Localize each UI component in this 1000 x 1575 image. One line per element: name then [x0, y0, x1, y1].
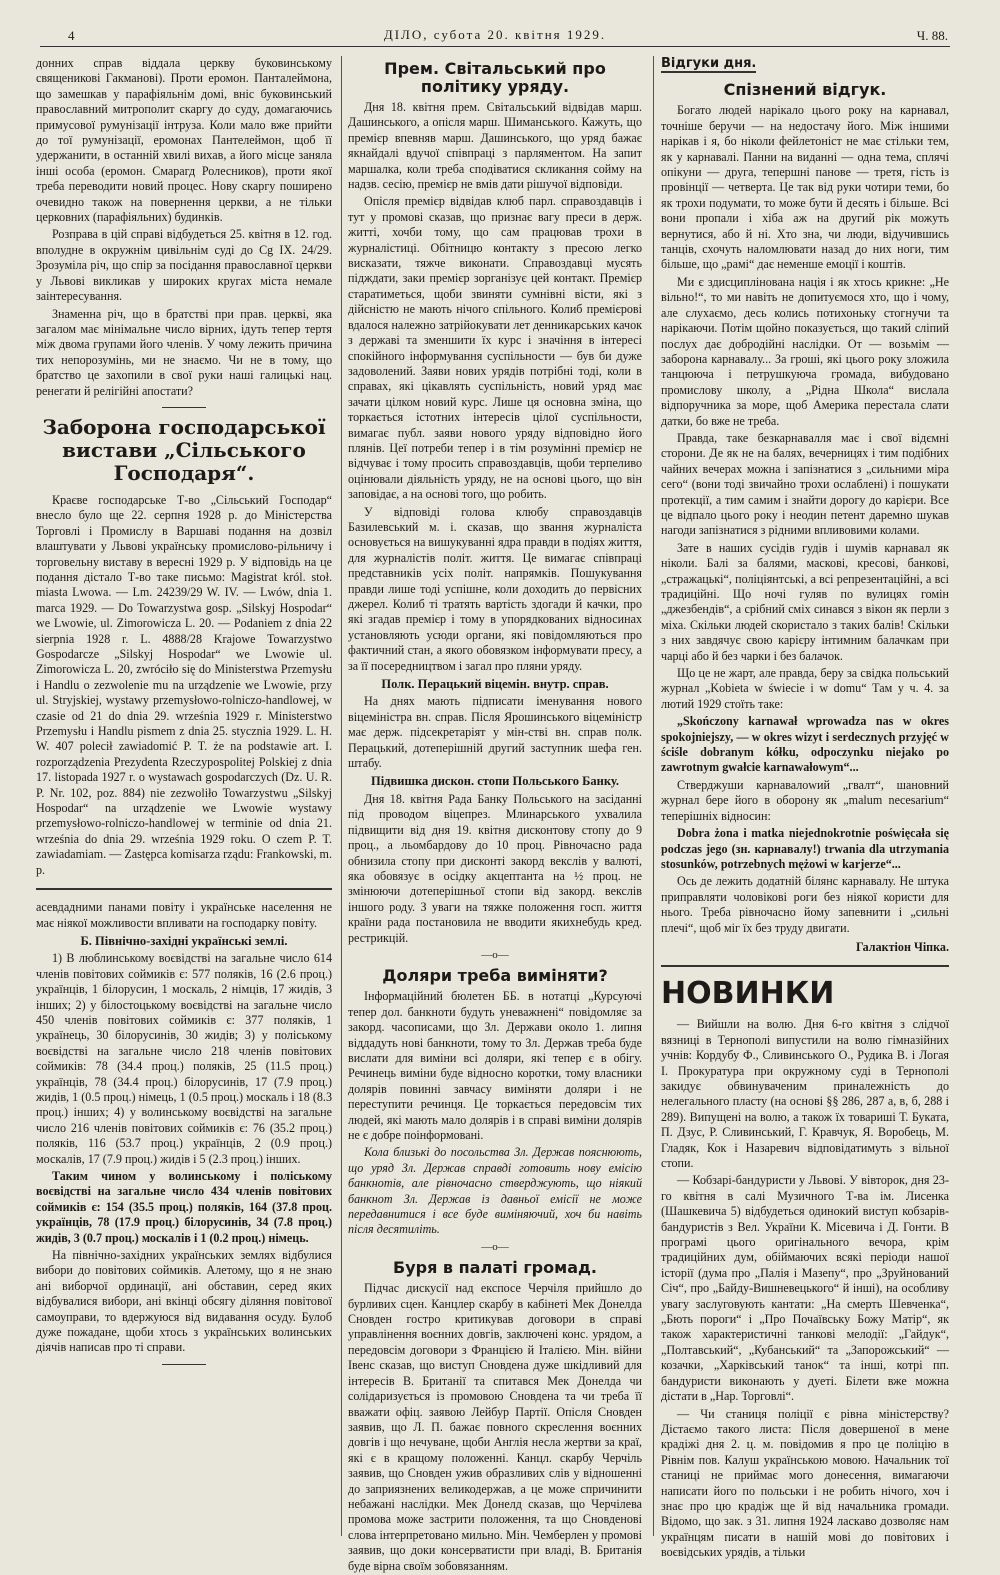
paragraph: Краєве господарське Т-во „Сільський Господар“ внесло було ще 22. серпня 1928 р. до Міністерства Торговлі і Промислу в Варшаві подання на дозвіл влаштувати у Львові українську промислово-рільничу і торговельну виставу в вересні 1929 р. У відповідь на це подання дістало Т-во таке письмо: Magistrat król. stoł. miasta Lwowa. — Lm. 24239/29 W. IV. — Lwów, dnia 1. marca 1929. — Do Towarzystwa gosp. „Silskyj Hospodar“ we Lwowie, ul. Zimorowicza L. 20. — Podaniem z dnia 22 sierpnia 1928 r. L. 4888/28 Krajowe Towarzystwo Gospodarcze „Silskyj Hospodar“ we Lwowie ul. Zimorowicza L. 20, zwróciło się do Ministerstwa Przemysłu i Handlu o zezwolenie mu na urządzenie we Lwowie, przy ul. Stryjskiej, wystawy przemysłowo-rolniczo-handlowej, w czasie od 21 do dnia 29. września 1929 r. Ministerstwo Przemysłu i Handlu pismem z dnia 25. stycznia 1929. L. H. W. 407 polecił zawiadomić P. T. że na podstawie art. I. rozporządzenia Prezydenta Rzeczypospolitej Polskiej z dnia 17. listopada 1927 r. o wystawach gospodarczych (Dz. U. R. P. Nr. 102, poz. 884) nie zezwoliło Towarzystwu „Silskyj Hospodar“ na urządzenie we Lwowie wystawy przemysłowo-rolniczo-handlowej w terminie od dnia 21. września do dnia 29. września 1929 roku. O czem P. T. zawiadamiam. — Zastępca komisarza rządu: Frankowski, m. p.	[36, 492, 332, 877]
paragraph: Що це не жарт, але правда, беру за свідка польський журнал „Kobieta w świecie i w domu“ Там у ч. 4. за лютий 1929 стоїть таке:	[661, 666, 949, 711]
paragraph: Зате в наших сусідів гудів і шумів карнавал як ніколи. Балі за балями, маскові, кресові, банкові, „стражацькі“, поліціянтські, а всі репрезентаційні, а всі традиційні. Що ночі гуляв по вулицях гомін „джезбендів“, а срібний сміх синався з вікон як перли з міха. Скільки людей скористало з таких балів! Скільки з них завдячує свою карієру інтимним балачкам при чарці або й без чарки і без балачок.	[661, 540, 949, 663]
paragraph: Дня 18. квітня Рада Банку Польського на засіданні під проводом віцепрез. Млинарського ухвалила підвищити від дня 19. квітня дисконтову стопу до 9 проц., а льомбардову до 10 проц. Рівночасно рада обнизила стопу при дисконті закорд векслів у валюті, яка обовязує в осідку акцептанта на ½ проц. не змінюючи дотеперішньої стопи від закорд. векслів іншого роду. З уваги на тяжке положення госп. життя країни рада постановила не вводити якихнебудь кред. рестрикцій.	[348, 791, 642, 945]
section-heading: Полк. Перацький віцемін. внутр. справ.	[381, 677, 609, 692]
paragraph: Підчас дискусії над експосе Черчіля прийшло до бурливих сцен. Канцлер скарбу в кабінеті Мек Донелда Сновден гостро критикував договори в справі управлінення воєнних довгів, заключені конс. урядом, а передовсім договори з Францією й Італією. Мін. війни Івенс сказав, що виступ Сновдена дуже шкідливий для інтересів В. Британії та спитався Мек Донелда чи солідаризується із промовою Сновдена та чи треба її вважати офіц. заявою Лейбур Партії. Опісля Сновден заявив, що Л. П. бажає повного скреслення воєнних довгів і що нечуване, щоби Англія несла жертви за краї, які є в кращому положенні. Канцл. скарбу Черчіль заявив, що Сновден ужив образливих слів у відношенні до заприязнених великодержав, а це може спричинити небажані наслідки. Мек Донелд сказав, що Черчілева промова може застрити положення, та що Сновденові слова інтерпретовано мильно. Мін. Чемберлен у промові заявив, що доки консерватисти при владі, В. Британія буде вірна своїм зобовязанням.	[348, 1281, 642, 1573]
column-divider	[653, 56, 654, 1536]
article-headline: Заборона господарської вистави „Сільського Господаря“.	[42, 414, 326, 485]
separator	[36, 888, 332, 890]
section-heading: Підвишка дискон. стопи Польського Банку.	[370, 774, 619, 789]
article-headline: Доляри треба виміняти?	[382, 966, 608, 986]
article-headline: Прем. Світальський про політику уряду.	[384, 59, 606, 96]
separator	[661, 965, 949, 967]
column-3	[661, 56, 949, 1560]
news-item: — Чи станиця поліції є рівна міністерству? Дістаємо такого листа: Після довершеної в мене крадіжі дня 2. ц. м. повідомив я про це поліцію в Рівнім пов. Калуш українською мовою. Начальник тої станиці не приймає мого донесення, вимагаючи написати його по польськи і не робить нічого, хоч і знає про цю крадіж ще й від начальника громади. Відомо, що зак. з 31. липня 1924 ласкаво дозволяє нам українцям писати в нашій мові до повітових і воєвідських урядів, а тільки	[661, 1406, 949, 1560]
article-headline: Спізнений відгук.	[723, 80, 887, 100]
paragraph: Опісля премієр відвідав клюб парл. справоздавців і тут у промові сказав, що признає вагу преси в держ. житті, хочби тому, що сам працював трохи в журналістиці. Обітницю контакту з пресою легко висказати, тяжче виконати. Справоздавці мусять підждати, заки премієр зорганізує цей контакт. Премієр старатиметься, щоби звиняти сумнівні вісти, які з дійсністю не мають нічого спільного. Колиб премієрові вдалося належно затрійокувати лет денникарських качок з державі та зменшити їх курс і значіння в інтересі спокійного інформування суспільности — був би дуже задоволений. Заяви нових урядів потрібні тоді, коли в справах, які цікавлять суспільність, новий уряд має зачати цілком новий курс. Лише ця основна зміна, що торкається істотних інтересів цілої суспільности, вимагає публ. заяви нового уряду відповідно його плянів. Цеї потреби тепер і в тім розумінні премієр не відчуває і тому просить справоздавців, щоби терпеливо оцінювали діяльність уряду, не на основі цього, що він заповідає, а на основі того, що робить.	[348, 194, 642, 502]
paragraph: 1) В люблинському воєвідстві на загальне число 614 членів повітових соймиків є: 577 поляків, 16 (2.6 проц.) українців, 1 білорусин, 1 москаль, 2 німців, 17 жидів, 3 інших; 2) у білостоцькому воєвідстві на загальне число 450 членів повітових соймиків є: 377 поляків, 1 українець, 30 білорусинів, 30 жидів; 3) у поліському воєвідстві на загальне число 218 членів повітових соймиків: 78 (34.4 проц.) поляків, 25 (11.5 проц.) українців, 78 (34.4 проц.) білорусинів, 17 (7.9 проц.) жидів, 1 (0.5 проц.) німець, 1 (0.5 проц.) москаль і 18 (8.3 проц.) інших; 4) у волинському воєвідстві на загальне число 216 членів повітових соймиків є: 76 (35.2 проц.) поляків, 116 (53.7 проц.) українців, 2 (0.9 проц.) москалів, 17 (7.9 проц.) жидів і 5 (2.3 проц.) інших.	[36, 951, 332, 1166]
paragraph: Розправа в цій справі відбудеться 25. квітня в 12. год. вполудне в окружнім цивільнім суді до Cg IX. 24/29. Зрозуміла річ, що спір за посідання православної церкви у Львові викликав у широких кругах міста немале заінтересування.	[36, 227, 332, 304]
section-heading: Б. Північно-західні українські землі.	[80, 933, 288, 948]
paragraph: Таким чином у волинському і поліському воєвідстві на загальне число 434 членів повітових соймиків є: 154 (35.5 проц.) поляків, 164 (37.8 проц. українців, 78 (17.9 проц.) білорусинів, 34 (7.8 проц.) жидів, 3 (0.7 проц.) москалів і 1 (0.2 проц.) німець.	[36, 1169, 332, 1245]
paragraph: Стверджуши карнавалowий „гвалт“, шановний журнал бере його в оборону як „malum necesarium“ теперішніх відносин:	[661, 777, 949, 823]
rubric-label: Відгуки дня.	[661, 56, 756, 73]
separator	[162, 1364, 206, 1365]
quote: „Skończony karnawał wprowadza nas w okres spokojniejszy, — w okres wizyt i serdecznych przyjęć w ściśle dobranym kółku, odpoczynku niejako po zawrotnym gwałcie karnawałowym“...	[661, 714, 949, 775]
news-section-title: НОВИНКИ	[661, 976, 835, 1012]
paragraph: Ми є здисциплінована нація і як хтось крикне: „Не вільно!“, то ми навіть не допитуємося хто, що і чому, але слухаємо, десь колись потихоньку стогнучи та нарікаючи. Потім щойно показується, що такий сліпий послух дає добродійні наслідки. От — возьмім — заборона карнавалу... За гроші, які цього року зложила танцююча і петрушкуюча громада, вибудовано промислову школу, а „Рідна Школа“ вислала відпоручника за море, щоб Америка перестала слати датки, бо вже не треба.	[661, 274, 949, 428]
news-item: — Вийшли на волю. Дня 6-го квітня з слідчої вязниці в Тернополі випустили на волю гімназійних учнів: Кордубу Ф., Сливинського О., Рудика В. і Логая І. Прокуратура при окружному суді в Тернополі закидує обвинуваченим приналежність до нелегального пласту (на основі §§ 286, 287 а, в, б, 288 і 289). Випущені на волю, а також їх товариші Т. Букатa, П. Дзус, Р. Сливинський, Г. Кравчук, Я. Воробець, М. Гладяк, Кок і Назаревич відповідатимуть з вільної стопи.	[661, 1017, 949, 1170]
paragraph: Дня 18. квітня прем. Світальський відвідав марш. Дашинського, а опісля марш. Шиманського. Кажуть, що премієр впевняв марш. Дашинського, що уряд бажає якнайдалі вдучої співпраці з парляментом. На запит маршалка, коли треба сподіватися скликання сойму на надзв. сесію, премієр не вмів дати рішучої відповіди.	[348, 100, 642, 192]
separator: —o—	[481, 1240, 509, 1253]
paragraph: Ось де лежить додатній білянс карнавалу. Не штука приправляти чоловікові роги без ніякої користи для нього. Треба рівночасно йому запевнити і „сильні плечі“, щоб міг їх без труду двигати.	[661, 874, 949, 935]
page-number: 4	[68, 28, 75, 43]
issue-number: Ч. 88.	[916, 28, 948, 43]
column-2	[348, 56, 642, 1573]
paragraph: Інформаційний бюлетен ББ. в нотатці „Курсуючі тепер дол. банкноти будуть уневажнені“ повідомляє за закорд. часописами, що Зл. Держави около 1. липня віддадуть нові банкноти, тому то Зл. Держав треба буде вислати для виміни всі доляри, які тепер є в обігу. Речинець виміни буде відносно коротки, тому власники долярів повинні завчасу виміняти доляри і не переступити речинця. Це торкається передовсім тих людей, які мають мало долярів і в справі виміни долярів не є добре поінформовані.	[348, 989, 642, 1142]
paragraph: У відповіді голова клюбу справоздавців Базилевський м. і. сказав, що звання журналіста основується на вишукуванні ядра правди в подіях життя, для журналістів політ. життя. Це вимагає співпраці представників усіх політ. напрямків. Пошукування правди лише тоді успішне, коли доходить до первісних джерел. Колиб ті тратять вартість здогади й качки, про які згадав премієр і тому в упорядкованих відносинах установляють усюди органи, які повідомляються про фактичний стан, а якого обовязком інформувати пресу, а за її посередництвом і загал про пляни уряду.	[348, 504, 642, 673]
article-headline: Буря в палаті громад.	[393, 1258, 597, 1278]
newspaper-title: ДІЛО, субота 20. квітня 1929.	[383, 27, 607, 42]
column-divider	[341, 56, 342, 1536]
paragraph: На північно-західних українських землях відбулися вибори до повітових соймиків. Алетому, що я не знаю ані виборчої ординації, ані обставин, серед яких відбувалися вибори, ані вкінці обсягу діляння повітової самоуправи, то вдержуюся від видавання осуду. Булоб дуже пожадане, щоби хтось з українських волинських діячів написав про ті справи.	[36, 1248, 332, 1355]
author-signature: Галактіон Чіпка.	[856, 939, 949, 954]
column-1	[36, 56, 332, 1556]
paragraph: Богато людей нарікало цього року на карнавал, точніше беручи — на недостачу його. Між іншими нарікав і я, бо ніколи фейлетоніст не має стільки тем, як у карнавалі. Панни на виданні — одна тема, сплячі опікуни — друга, тепершні панове — третя, гість із провінції — четверта. Це так від руки чотири теми, бо як трохи подумати, то може бути й десять і більше. Всі вони пропали і хіба аж на другий рік можуть вернутися, або й ні. Хто зна, чи люди, відучившись танців, схочуть наломлювати назад до них ноги, тим більше, що „рамі“ дає неменше емоції і коштів.	[661, 103, 949, 272]
paragraph: Знаменна річ, що в братстві при прав. церкві, яка загалом має мінімальне число вірних, ідуть тепер тертя між двома групами його членів. У чому лежить причина тих непорозумінь, ми не знаємо. Чи не в тому, що братство це захопили в свої руки наші галицькі нац. ренегати й релігійні апостати?	[36, 306, 332, 398]
quote: Dobra żona i matka niejednokrotnie poświęcała się podczas jego (зн. карнавалу!) trwania dla utrzymania stosunków, potrzebnych mężowi w karjerze“...	[661, 826, 949, 871]
paragraph: Правда, таке безкарнавалля має і свої відємні сторони. Де як не на балях, вечерницях і тим подібних чайних вечерах можна і запізнатися з „сильними міра сего“ (вони тоді звичайно трохи ослаблені) і пошукати протекції, а тим самим і знайти дорогу до карієри. Все це відпало цього року і неодин петент даремно шукав нагоди запізнатися з рідними впливовими колами.	[661, 430, 949, 538]
paragraph: донних справ віддала церкву буковинському священикові Гакманові). Проти еромон. Панталеймона, що замешкав у парафіяльнім домі, вніс буковинський православний митрополит скаргу до суду, домагаючись примусової румунізації інтруза. Коли мало вже прийти до тої румунізації, еромонах Пантелеймон, щоб її удержанити, в останній хвилі вихав, а його місце заняла інші особа (еромон. Смарагд Ролесников), проти якої треба переводити новий процес. Нову скаргу поширено очевидно також на повернення церкви, а не тільки церковних (парафіяльних) будинків.	[36, 56, 332, 225]
masthead	[40, 26, 950, 47]
news-item: — Кобзарі-бандуристи у Львові. У вівторок, дня 23-го квітня в салі Музичного Т-ва ім. Лисенка (Шашкевича 5) відбудеться одинокий виступ кобзарів-бандуристів з Вел. України К. Місевича і Д. Гонти. В програмі цього оригінального вечора, крім традиційних дум, обіймаючих всякі періоди нашої історії (дума про „Палія і Мазепу“, про „Зруйнований Січ“, про „Байду-Вишневецького“ й інші), на особливу увагу заслуговують кантати: „На смерть Шевченка“, „Бють пороги“ і „Про Почаївську Божу Матір“, як також характеристичні танкові мелодії: „Гайдук“, „Полтавський“, „Кубанський“ та „Запорожський“ — козачки, „Харківський танок“ та інші, котрі пп. бандуристи виконають у дуеті. Білети вже можна дістати в „Нар. Торговлі“.	[661, 1173, 949, 1404]
paragraph: асевдадними панами повіту і українське населення не має ніякої можливости впливати на господарку повіту.	[36, 900, 332, 930]
paragraph: Кола близькі до посольства Зл. Держав пояснюють, що уряд Зл. Держав справді готовить нову емісію банкнотів, але рівночасно стверджують, що ніякий банкнот Зл. Держав із давньої емісії не може передавнитися і все буде виміняючий, хоч би навіть після десятиліть.	[348, 1145, 642, 1237]
separator: —o—	[481, 948, 509, 961]
separator	[162, 407, 206, 408]
paragraph: На днях мають підписати іменування нового віцеміністра вн. справ. Після Ярошинського віцеміністр має держ. підсекретаріят у мін-стві вн. справ полк. Перацький, дотеперішній другий заступник шефа ген. штабу.	[348, 694, 642, 771]
